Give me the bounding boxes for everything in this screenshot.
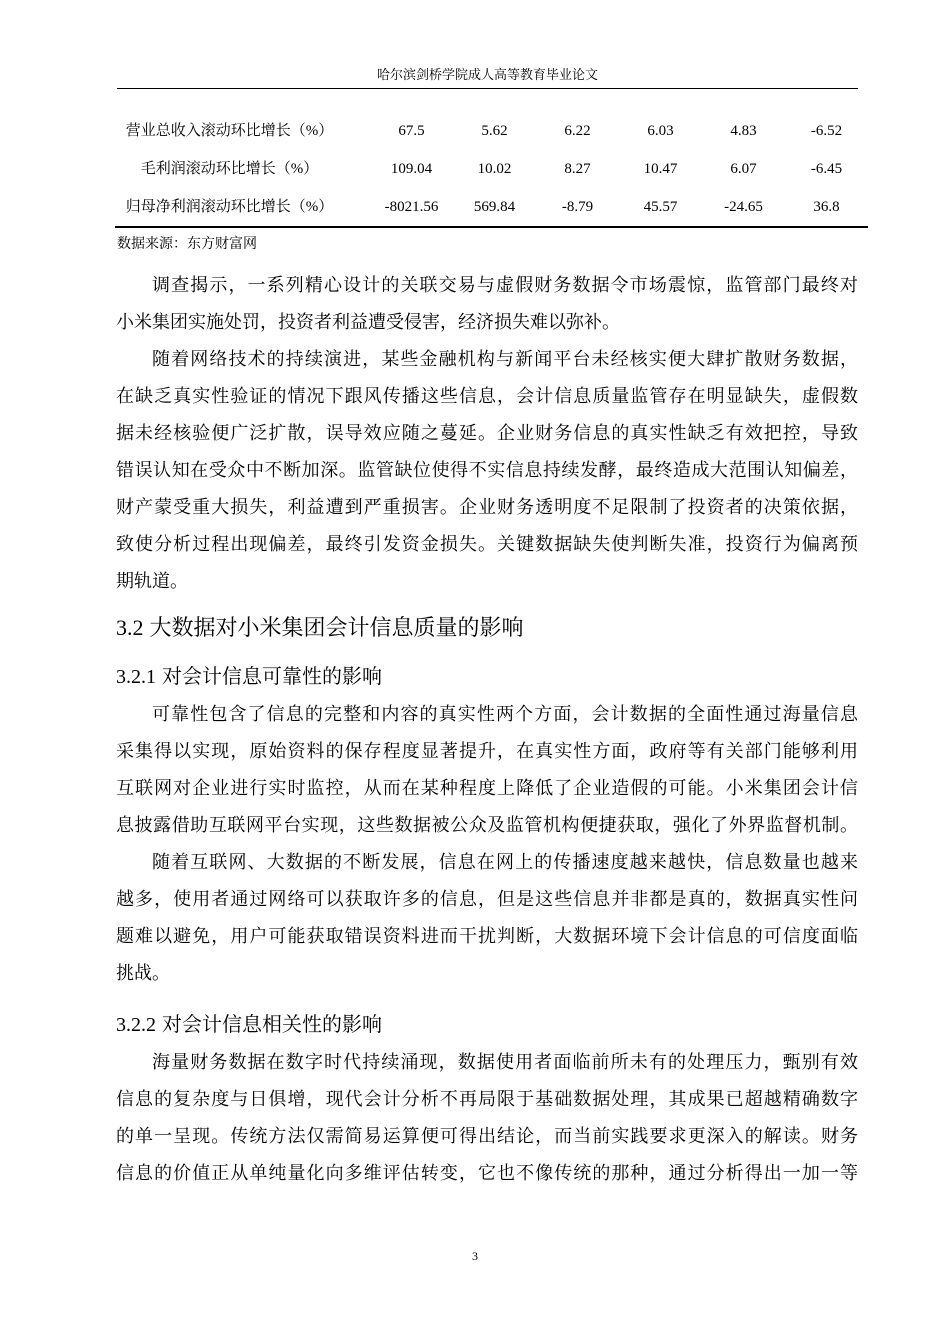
table-cell: 45.57 bbox=[643, 199, 678, 215]
paragraph-line: 题难以避免，用户可能获取错误资料进而干扰判断，大数据环境下会计信息的可信度面临 bbox=[116, 926, 858, 947]
table-cell: 36.8 bbox=[813, 199, 840, 215]
table-cell: 6.07 bbox=[730, 161, 757, 177]
subsection-heading bbox=[116, 1009, 382, 1040]
table-cell: -8021.56 bbox=[384, 199, 439, 215]
paragraph-line: 随着网络技术的持续演进，某些金融机构与新闻平台未经核实便大肆扩散财务数据， bbox=[152, 349, 858, 370]
paragraph bbox=[116, 844, 858, 992]
table-source-note: 数据来源：东方财富网 bbox=[117, 236, 257, 252]
row-label: 毛利润滚动环比增长（%） bbox=[140, 161, 319, 177]
section-heading bbox=[116, 612, 524, 645]
subsection-text bbox=[116, 696, 858, 992]
paragraph-line: 错误认知在受众中不断加深。监管缺位使得不实信息持续发酵，最终造成大范围认知偏差， bbox=[116, 460, 858, 481]
subsection-title: 对会计信息相关性的影响 bbox=[162, 1012, 382, 1036]
section-title: 大数据对小米集团会计信息质量的影响 bbox=[149, 616, 524, 641]
paragraph-line: 采集得以实现，原始资料的保存程度显著提升，在真实性方面，政府等有关部门能够利用 bbox=[116, 741, 858, 762]
table-cell: 6.03 bbox=[647, 123, 674, 139]
paragraph-line: 财产蒙受重大损失，利益遭到严重损害。企业财务透明度不足限制了投资者的决策依据， bbox=[116, 497, 858, 518]
paragraph-line: 的单一呈现。传统方法仅需简易运算便可得出结论，而当前实践要求更深入的解读。财务 bbox=[116, 1126, 858, 1147]
table-cell: 10.47 bbox=[643, 161, 678, 177]
paragraph-line: 据未经核验便广泛扩散，误导效应随之蔓延。企业财务信息的真实性缺乏有效把控，导致 bbox=[116, 423, 858, 444]
table-cell: 67.5 bbox=[398, 123, 425, 139]
row-label: 营业总收入滚动环比增长（%） bbox=[125, 123, 334, 139]
row-label: 归母净利润滚动环比增长（%） bbox=[125, 199, 334, 215]
subsection-title: 对会计信息可靠性的影响 bbox=[162, 664, 382, 688]
paragraph-line: 息披露借助互联网平台实现，这些数据被公众及监管机构便捷获取，强化了外界监督机制。 bbox=[116, 815, 858, 836]
paragraph-line: 小米集团实施处罚，投资者利益遭受侵害，经济损失难以弥补。 bbox=[116, 312, 620, 333]
paragraph-line: 可靠性包含了信息的完整和内容的真实性两个方面，会计数据的全面性通过海量信息 bbox=[152, 704, 858, 725]
paragraph bbox=[116, 341, 858, 600]
paragraph bbox=[116, 1044, 858, 1192]
subsection-number: 3.2.2 bbox=[116, 1014, 156, 1036]
paragraph bbox=[116, 696, 858, 844]
table-cell: 109.04 bbox=[390, 161, 433, 177]
paragraph-line: 信息的价值正从单纯量化向多维评估转变，它也不像传统的那种，通过分析得出一加一等 bbox=[116, 1163, 858, 1184]
table-cell: -6.52 bbox=[810, 123, 843, 139]
table-row bbox=[115, 150, 868, 188]
table-cell: 10.02 bbox=[477, 161, 512, 177]
table-cell: -6.45 bbox=[810, 161, 843, 177]
paragraph bbox=[116, 267, 858, 341]
financial-growth-table bbox=[115, 112, 868, 226]
paragraph-line: 致使分析过程出现偏差，最终引发资金损失。关键数据缺失使判断失准，投资行为偏离预 bbox=[116, 534, 858, 555]
section-number: 3.2 bbox=[116, 615, 144, 640]
page-number: 3 bbox=[472, 1249, 478, 1263]
paragraph-line: 调查揭示，一系列精心设计的关联交易与虚假财务数据令市场震惊，监管部门最终对 bbox=[152, 275, 858, 296]
paragraph-line: 海量财务数据在数字时代持续涌现，数据使用者面临前所未有的处理压力，甄别有效 bbox=[152, 1052, 858, 1073]
table-row bbox=[115, 188, 868, 226]
paragraph-line: 信息的复杂度与日俱增，现代会计分析不再局限于基础数据处理，其成果已超越精确数字 bbox=[116, 1089, 858, 1110]
table-cell: 5.62 bbox=[481, 123, 508, 139]
running-header: 哈尔滨剑桥学院成人高等教育毕业论文 bbox=[376, 67, 598, 82]
subsection-text bbox=[116, 1044, 858, 1192]
table-bottom-rule bbox=[115, 226, 868, 228]
table-cell: -24.65 bbox=[724, 199, 763, 215]
header-rule bbox=[117, 88, 858, 89]
table-cell: -8.79 bbox=[561, 199, 594, 215]
table-cell: 4.83 bbox=[730, 123, 757, 139]
paragraph-line: 挑战。 bbox=[116, 963, 170, 984]
paragraph-line: 随着互联网、大数据的不断发展，信息在网上的传播速度越来越快，信息数量也越来 bbox=[152, 852, 858, 873]
table-cell: 8.27 bbox=[564, 161, 591, 177]
paragraph-line: 互联网对企业进行实时监控，从而在某种程度上降低了企业造假的可能。小米集团会计信 bbox=[116, 778, 858, 799]
paragraph-line: 期轨道。 bbox=[116, 571, 188, 592]
subsection-number: 3.2.1 bbox=[116, 666, 156, 688]
subsection-heading bbox=[116, 661, 382, 692]
paragraph-line: 越多，使用者通过网络可以获取许多的信息，但是这些信息并非都是真的，数据真实性问 bbox=[116, 889, 858, 910]
paragraph-line: 在缺乏真实性验证的情况下跟风传播这些信息，会计信息质量监管存在明显缺失，虚假数 bbox=[116, 386, 858, 407]
table-row bbox=[115, 112, 868, 150]
intro-text bbox=[116, 267, 858, 600]
table-cell: 569.84 bbox=[473, 199, 516, 215]
table-cell: 6.22 bbox=[564, 123, 591, 139]
